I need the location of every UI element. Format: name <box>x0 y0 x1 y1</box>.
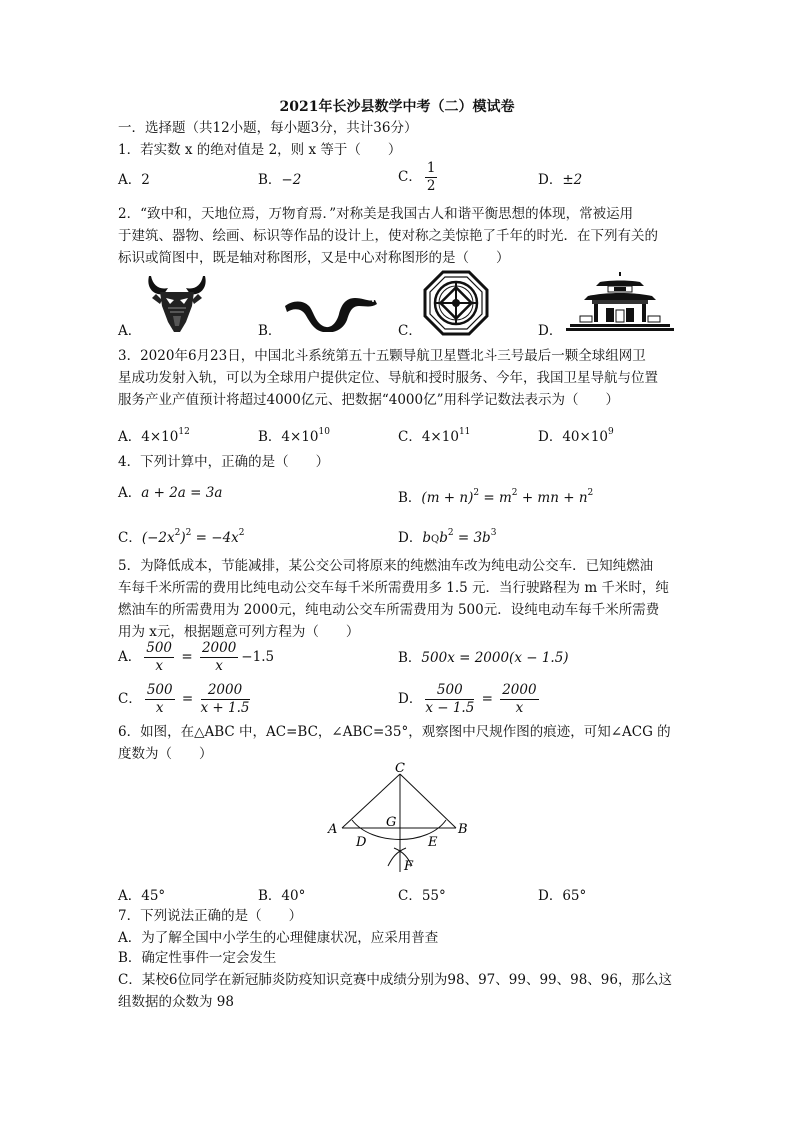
q3-line-1: 3．2020年6月23日，中国北斗系统第五十五颗导航卫星暨北斗三号最后一颗全球组网卫 <box>118 348 646 364</box>
q7-option-c-line-1: C．某校6位同学在新冠肺炎防疫知识竞赛中成绩分别为98、97、99、99、98、96，那么这 <box>118 972 672 988</box>
q5-option-a: A． $\frac{500}{x}$ = $\frac{2000}{x}$ −1.5 <box>118 640 275 674</box>
q7-option-b: B．确定性事件一定会发生 <box>118 950 277 966</box>
q5-option-d: D． $\frac{500}{x - 1.5}$ = $\frac{2000}{x}$ <box>398 682 537 716</box>
q2-option-a: A． <box>118 323 142 339</box>
octagon-window-icon <box>423 270 489 336</box>
q2-line-1: 2．“致中和，天地位焉，万物育焉．”对称美是我国古人和谐平衡思想的体现，常被运用 <box>118 206 634 222</box>
q3-option-d: D．$40\times 10^9$ <box>538 427 614 445</box>
q7-option-c-line-2: 组数据的众数为 98 <box>118 994 234 1010</box>
q3-line-3: 服务产业产值预计将超过4000亿元、把数据“4000亿”用科学记数法表示为（ ） <box>118 392 620 408</box>
q1-option-d: D．±2 <box>538 172 583 188</box>
q1-option-a: A．2 <box>118 172 150 188</box>
q4-stem: 4．下列计算中，正确的是（ ） <box>118 454 330 470</box>
q5-line-1: 5．为降低成本，节能减排，某公交公司将原来的纯燃油车改为纯电动公交车．已知纯燃油 <box>118 558 654 574</box>
q6-option-d: D．65° <box>538 888 587 904</box>
q6-option-c: C．55° <box>398 888 446 904</box>
q1-option-b: B．−2 <box>258 172 302 188</box>
q6-option-b: B．40° <box>258 888 306 904</box>
q4-option-a: A．a + 2a = 3a <box>118 485 223 501</box>
label-d: D <box>356 835 367 850</box>
q6-option-a: A．45° <box>118 888 166 904</box>
q1-option-c: C． $\frac{1}{2}$ <box>398 160 436 194</box>
q2-line-2: 于建筑、器物、绘画、标识等作品的设计上，使对称之美惊艳了千年的时光．在下列有关的 <box>118 228 658 244</box>
pavilion-icon <box>566 270 674 334</box>
q3-option-c: C．$4\times 10^{11}$ <box>398 427 471 445</box>
label-f: F <box>404 859 414 874</box>
q2-option-c: C． <box>398 323 422 339</box>
q1-stem: 1．若实数 x 的绝对值是 2，则 x 等于（ ） <box>118 142 402 158</box>
q7-stem: 7．下列说法正确的是（ ） <box>118 908 303 924</box>
q6-line-2: 度数为（ ） <box>118 746 213 762</box>
q2-line-3: 标识或简图中，既是轴对称图形，又是中心对称图形的是（ ） <box>118 250 510 266</box>
q3-option-a: A．$4\times 10^{12}$ <box>118 427 190 445</box>
label-e: E <box>428 835 438 850</box>
q5-option-c: C． $\frac{500}{x}$ = $\frac{2000}{x + 1.5}$ <box>118 682 250 716</box>
snake-icon <box>283 292 379 332</box>
q5-line-4: 用为 x元，根据题意可列方程为（ ） <box>118 624 360 640</box>
q4-option-c: C．$(-2x^2)^2 = -4x^2$ <box>118 528 245 546</box>
q3-option-b: B．$4\times 10^{10}$ <box>258 427 330 445</box>
label-a: A <box>328 822 338 837</box>
label-g: G <box>386 815 397 830</box>
q5-line-2: 车每千米所需的费用比纯电动公交车每千米所需费用多 1.5 元．当行驶路程为 m 千米时，纯 <box>118 580 669 596</box>
q2-option-b: B． <box>258 323 282 339</box>
section-heading: 一．选择题（共12小题，每小题3分，共计36分） <box>118 120 418 136</box>
q3-line-2: 星成功发射入轨，可以为全球用户提供定位、导航和授时服务、今年，我国卫星导航与位置 <box>118 370 658 386</box>
triangle-construction-figure <box>322 762 472 882</box>
q4-option-b: B．$(m + n)^2 = m^2$ + mn + $n^2$ <box>398 488 594 506</box>
label-b: B <box>458 822 468 837</box>
q2-option-d: D． <box>538 323 563 339</box>
ox-head-icon <box>146 270 208 334</box>
q4-option-d: D．$bQb^2 = 3b^3$ <box>398 528 497 546</box>
q7-option-a: A．为了解全国中小学生的心理健康状况，应采用普查 <box>118 930 439 946</box>
q5-line-3: 燃油车的所需费用为 2000元，纯电动公交车所需费用为 500元．设纯电动车每千米所需费 <box>118 602 660 618</box>
exam-title: 2021年长沙县数学中考（二）模试卷 <box>279 99 515 115</box>
q5-option-b: B．500x = 2000(x − 1.5) <box>398 650 569 666</box>
q6-line-1: 6．如图，在△ABC 中，AC=BC，∠ABC=35°，观察图中尺规作图的痕迹，可知∠ACG 的 <box>118 724 671 740</box>
label-c: C <box>395 762 405 776</box>
